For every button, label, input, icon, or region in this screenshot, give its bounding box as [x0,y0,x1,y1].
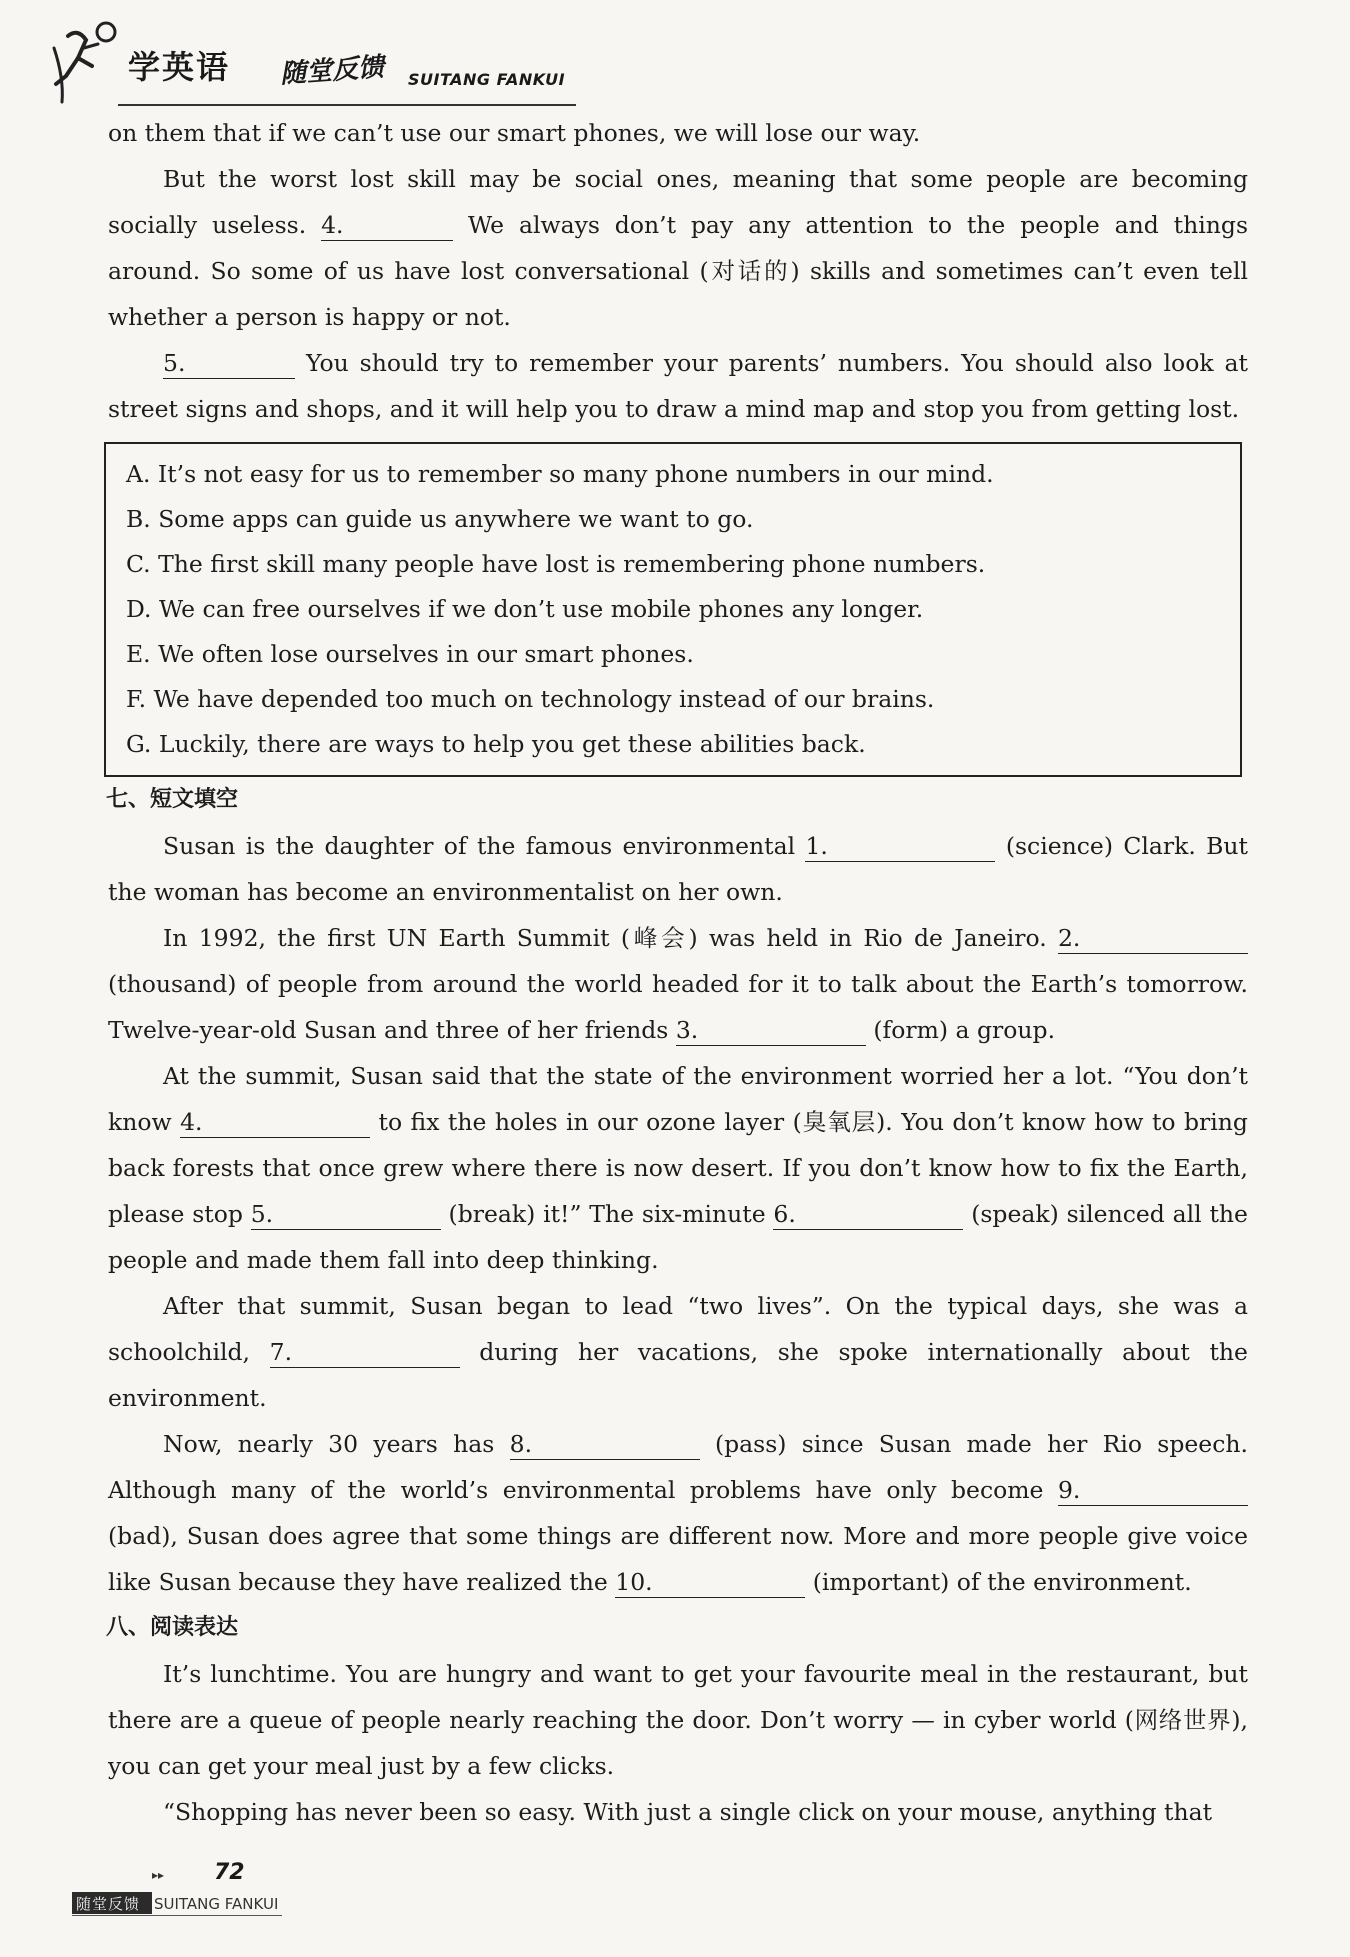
answer-blank-1[interactable]: 1. [805,831,995,862]
answer-blank-5[interactable]: 5. [163,348,295,379]
answer-blank-2[interactable]: 2. [1058,923,1248,954]
paragraph-text: Now, nearly 30 years has [163,1430,495,1458]
answer-blank-9[interactable]: 9. [1058,1475,1248,1506]
header-subtitle: 随堂反馈 [279,52,386,90]
option-c: C. The first skill many people have lost is remembering phone numbers. [126,550,986,578]
paragraph-text: (science) Clark. But the woman has become an environmentalist on her own. [108,832,1248,906]
passage-a-paragraph-2 [108,156,1248,340]
header-rule [118,104,576,106]
section-7-paragraph-5 [108,1421,1248,1605]
option-d: D. We can free ourselves if we don’t use mobile phones any longer. [126,595,924,623]
option-f: F. We have depended too much on technology instead of our brains. [126,685,935,713]
passage-a-paragraph-3 [108,340,1248,432]
header-title: 学英语 [128,48,231,86]
paragraph-text: In 1992, the first UN Earth Summit (峰会) was held in Rio de Janeiro. [163,924,1047,952]
option-b: B. Some apps can guide us anywhere we want to go. [126,505,754,533]
paragraph-text: We always don’t pay any attention to the people and things around. So some of us have lost conversational (对话的) skills and sometimes can’t even tell whether a person is happy or not. [108,211,1249,331]
section-8-paragraph-1: It’s lunchtime. You are hungry and want to get your favourite meal in the restaurant, but there are a queue of people nearly reaching the door. Don’t worry — in cyber world (网络世界), you can get your meal just by a few clicks. [108,1660,1248,1780]
runner-logo-icon [48,18,118,104]
paragraph-text: (form) a group. [873,1016,1056,1044]
paragraph-text: (speak) silenced all the people and made them fall into deep thinking. [108,1200,1248,1274]
paragraph-text: (important) of the environment. [812,1568,1192,1596]
answer-blank-4[interactable]: 4. [321,210,453,241]
option-a: A. It’s not easy for us to remember so many phone numbers in our mind. [126,460,994,488]
paragraph-text: (bad), Susan does agree that some things are different now. More and more people give voice like Susan because they have realized the [108,1522,1248,1596]
answer-blank-3[interactable]: 3. [676,1015,866,1046]
passage-a-paragraph-1: on them that if we can’t use our smart phones, we will lose our way. [108,119,921,147]
answer-blank-5[interactable]: 5. [251,1199,441,1230]
paragraph-text: (pass) since Susan made her Rio speech. Although many of the world’s environmental problems have only become [108,1430,1248,1504]
paragraph-text: (break) it!” The six-minute [448,1200,766,1228]
section-7-heading: 七、短文填空 [106,787,239,812]
page-footer [72,1860,372,1920]
page-header [48,18,608,108]
options-box [104,442,1242,777]
header-subtitle-en: SUITANG FANKUI [408,70,566,89]
page-number: 72 [214,1860,245,1885]
section-7-paragraph-3 [108,1053,1248,1283]
paragraph-text: (thousand) of people from around the world headed for it to talk about the Earth’s tomorrow. Twelve-year-old Susan and three of her friends [108,970,1248,1044]
section-7-paragraph-4 [108,1283,1248,1421]
answer-blank-8[interactable]: 8. [510,1429,700,1460]
paragraph-text: But the worst lost skill may be social ones, meaning that some people are becoming socially useless. [108,165,1248,239]
answer-blank-4[interactable]: 4. [180,1107,370,1138]
paragraph-text: Susan is the daughter of the famous environmental [163,832,796,860]
option-g: G. Luckily, there are ways to help you get these abilities back. [126,730,866,758]
answer-blank-10[interactable]: 10. [615,1567,805,1598]
paragraph-text: At the summit, Susan said that the state of the environment worried her a lot. “You don’t know [108,1062,1248,1136]
paragraph-text: during her vacations, she spoke internationally about the environment. [108,1338,1248,1412]
section-8-paragraph-2: “Shopping has never been so easy. With just a single click on your mouse, anything that [163,1798,1213,1826]
section-7-paragraph-2 [108,915,1248,1053]
option-e: E. We often lose ourselves in our smart phones. [126,640,694,668]
double-arrow-icon: ▸▸ [152,1868,165,1882]
paragraph-text: to fix the holes in our ozone layer (臭氧层). You don’t know how to bring back forests that once grew where there is now desert. If you don’t know how to fix the Earth, please stop [108,1108,1248,1228]
section-8-heading: 八、阅读表达 [106,1615,239,1640]
paragraph-text: You should try to remember your parents’ numbers. You should also look at street signs and shops, and it will help you to draw a mind map and stop you from getting lost. [108,349,1248,423]
footer-label-cn: 随堂反馈 [76,1895,141,1913]
answer-blank-7[interactable]: 7. [270,1337,460,1368]
page-content [108,110,1248,1835]
section-7-paragraph-1 [108,823,1248,915]
footer-rule [72,1915,282,1916]
paragraph-text: After that summit, Susan began to lead “two lives”. On the typical days, she was a schoolchild, [108,1292,1248,1366]
footer-label-en: SUITANG FANKUI [154,1895,279,1913]
answer-blank-6[interactable]: 6. [773,1199,963,1230]
